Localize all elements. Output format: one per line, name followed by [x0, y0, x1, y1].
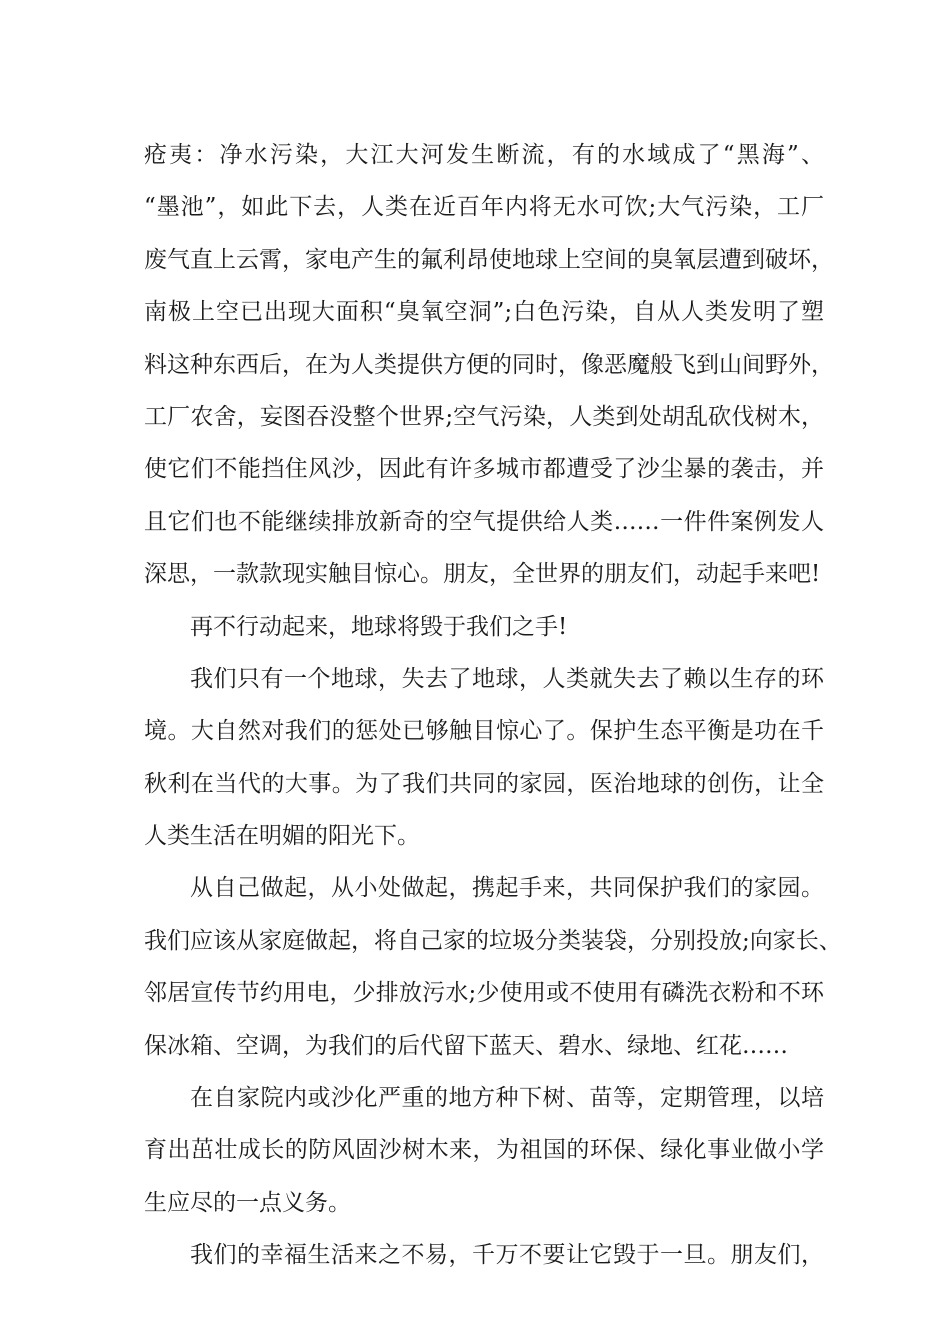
text-line: 人类生活在明媚的阳光下。: [144, 823, 420, 850]
document-text-body: [144, 129, 842, 1282]
text-line: 料这种东西后，在为人类提供方便的同时，像恶魔般飞到山间野外，: [144, 351, 834, 378]
text-line: “墨池”，如此下去，人类在近百年内将无水可饮;大气污染，工厂: [144, 194, 824, 221]
text-line: 深思，一款款现实触目惊心。朋友，全世界的朋友们，动起手来吧!: [144, 561, 821, 588]
text-line: 南极上空已出现大面积“臭氧空洞”;白色污染，自从人类发明了塑: [144, 299, 824, 326]
text-line: 疮夷：净水污染，大江大河发生断流，有的水域成了“黑海”、: [144, 142, 824, 168]
text-line: 境。大自然对我们的惩处已够触目惊心了。保护生态平衡是功在千: [144, 718, 824, 745]
text-line: 生应尽的一点义务。: [144, 1189, 351, 1216]
text-line: 废气直上云霄，家电产生的氟利昂使地球上空间的臭氧层遭到破坏，: [144, 246, 834, 273]
text-line: 我们的幸福生活来之不易，千万不要让它毁于一旦。朋友们，: [190, 1242, 824, 1269]
text-line: 秋利在当代的大事。为了我们共同的家园，医治地球的创伤，让全: [144, 770, 824, 797]
text-line: 保冰箱、空调，为我们的后代留下蓝天、碧水、绿地、红花……: [144, 1032, 788, 1059]
text-line: 我们只有一个地球，失去了地球，人类就失去了赖以生存的环: [190, 665, 824, 692]
text-line: 从自己做起，从小处做起，携起手来，共同保护我们的家园。: [190, 875, 824, 902]
text-line: 工厂农舍，妄图吞没整个世界;空气污染，人类到处胡乱砍伐树木，: [144, 403, 824, 430]
text-line: 再不行动起来，地球将毁于我们之手!: [190, 613, 568, 640]
text-line: 我们应该从家庭做起，将自己家的垃圾分类装袋，分别投放;向家长、: [144, 927, 842, 954]
text-line: 且它们也不能继续排放新奇的空气提供给人类……一件件案例发人: [144, 508, 824, 535]
text-line: 育出茁壮成长的防风固沙树木来，为祖国的环保、绿化事业做小学: [144, 1137, 824, 1164]
text-line: 使它们不能挡住风沙，因此有许多城市都遭受了沙尘暴的袭击，并: [144, 456, 824, 483]
text-line: 在自家院内或沙化严重的地方种下树、苗等，定期管理，以培: [190, 1085, 824, 1112]
text-line: 邻居宣传节约用电，少排放污水;少使用或不使用有磷洗衣粉和不环: [144, 980, 824, 1007]
